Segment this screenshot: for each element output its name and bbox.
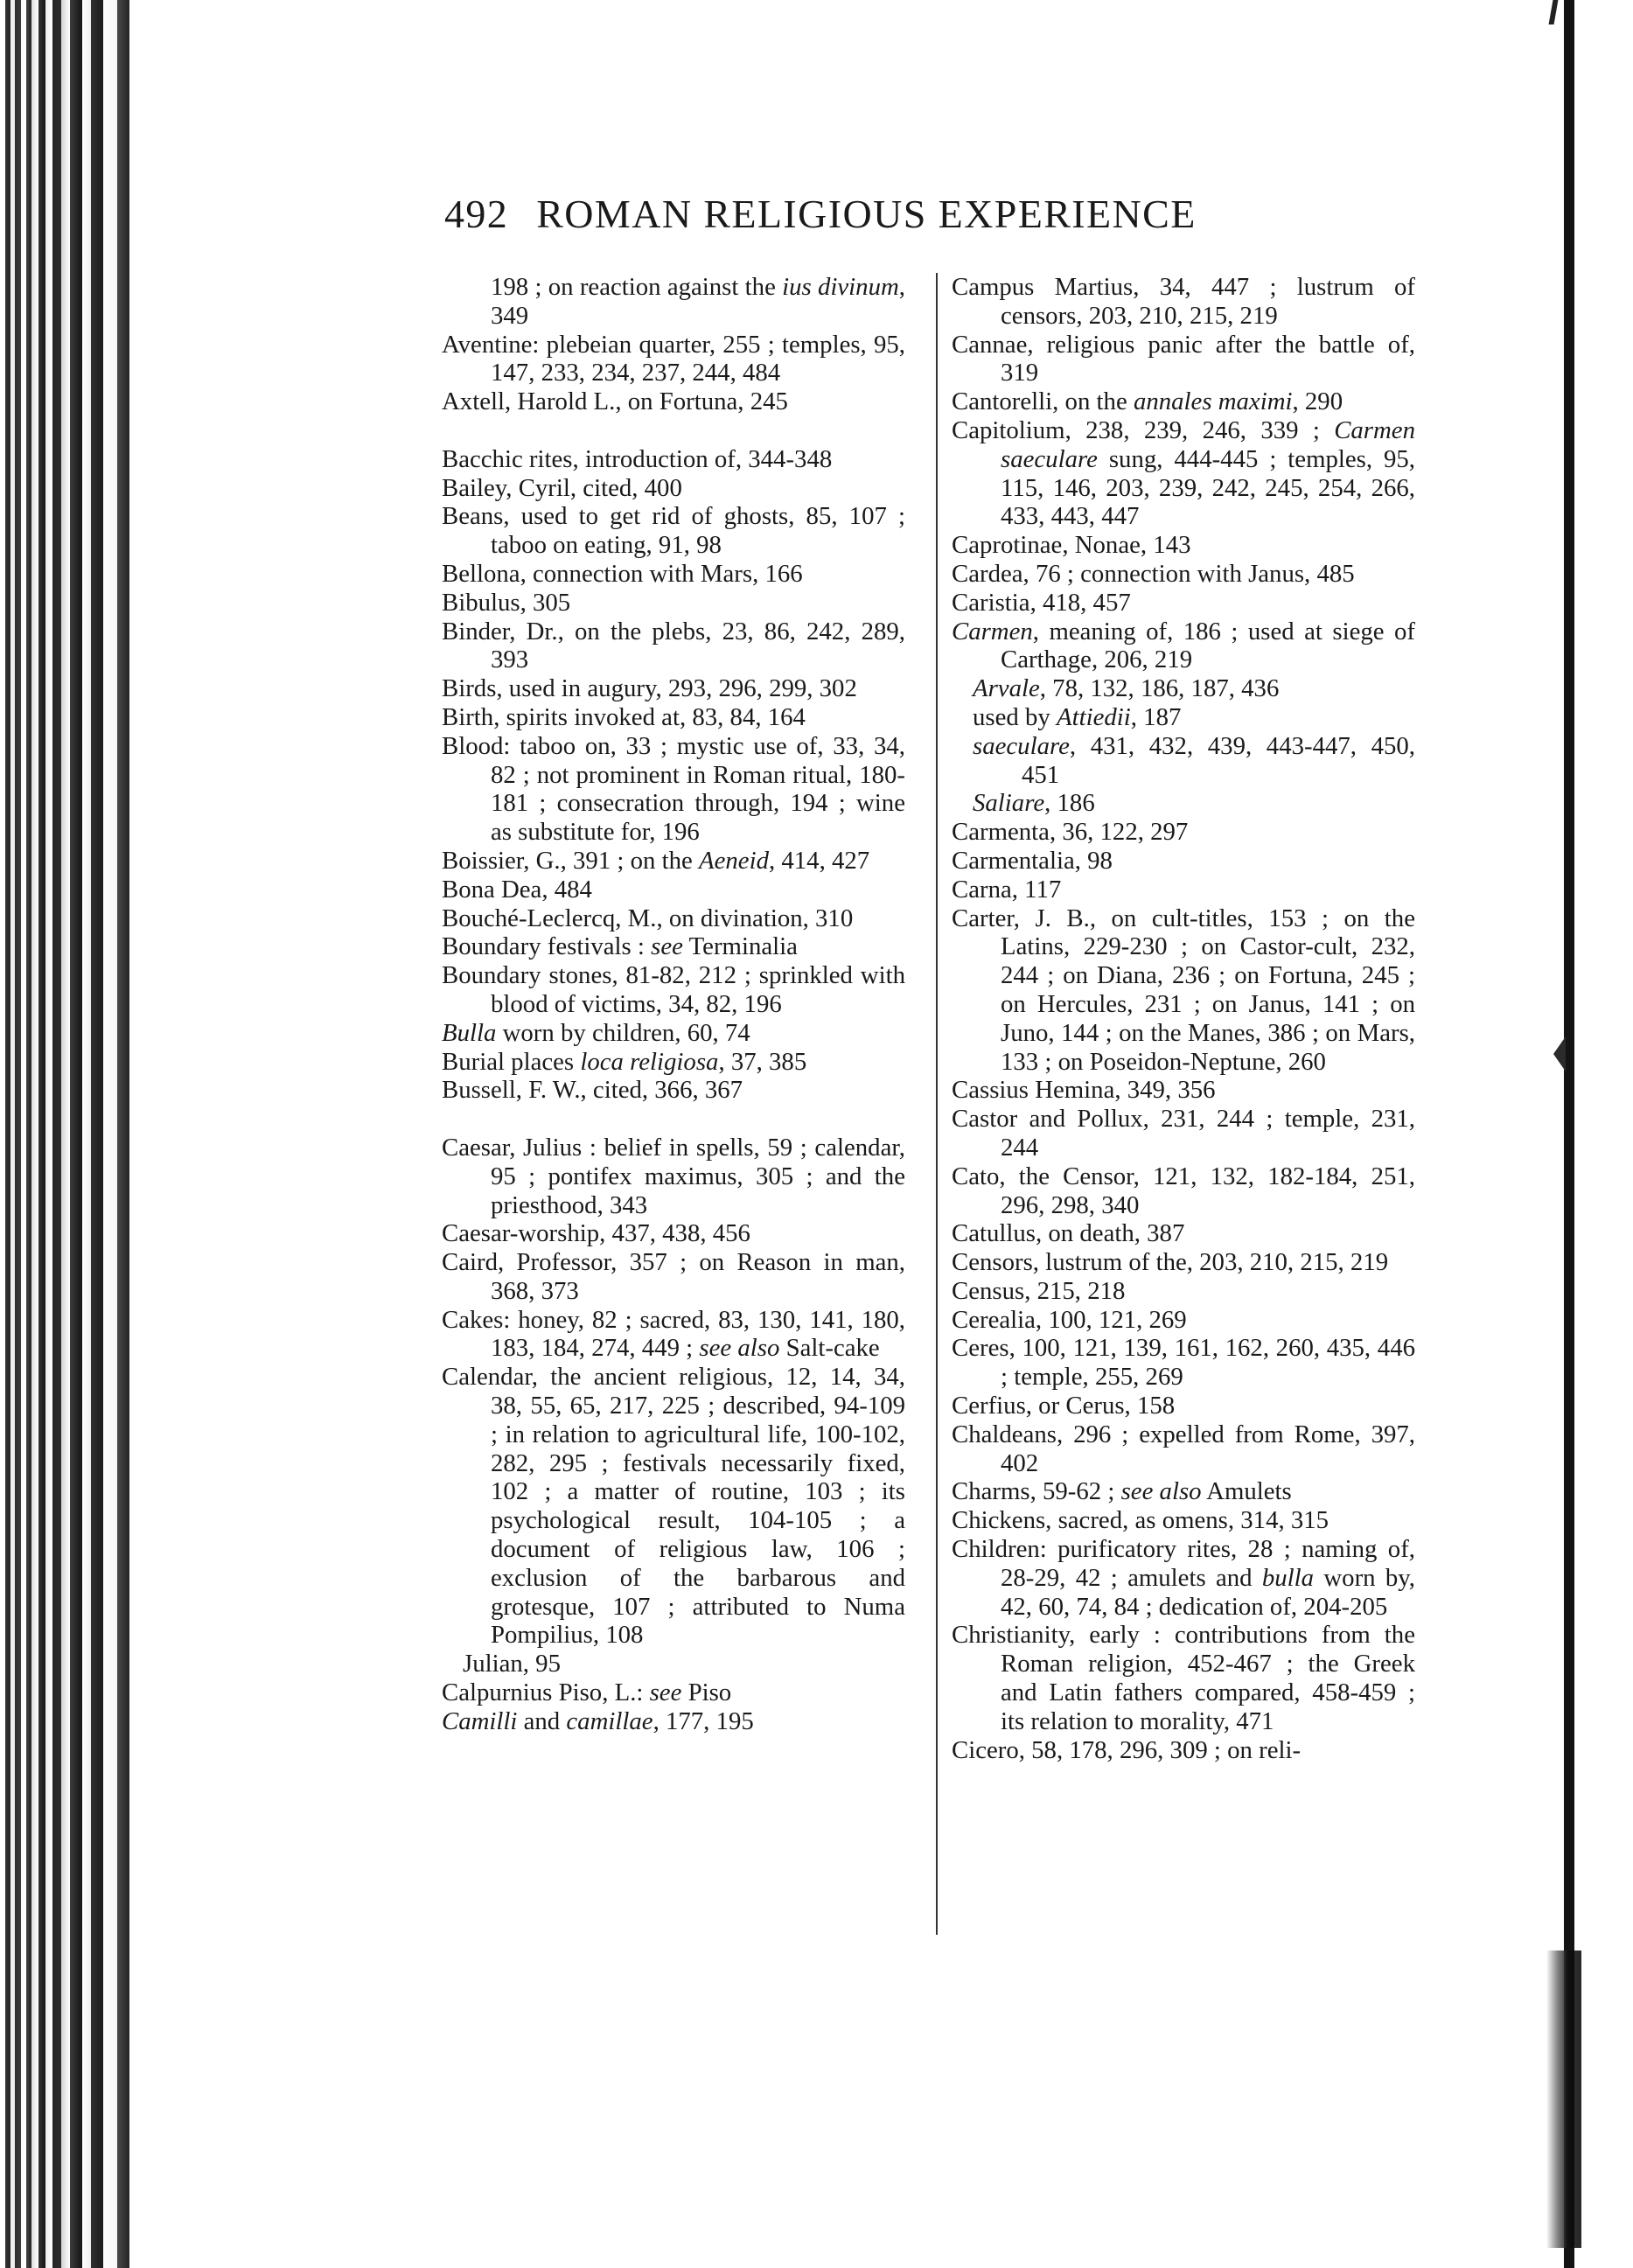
- index-entry: [952, 1219, 1415, 1248]
- index-text: Cerealia, 100, 121, 269: [952, 1305, 1187, 1334]
- index-text: Calendar, the ancient religious, 12, 14, 34, 38, 55, 65, 217, 225 ; described, 94-109 ; in relation to agricultural life, 100-102, 282, 295 ; festivals necessarily fixed, 102 ; a matter of routine, 103 ; its psychological result, 104-105 ; a document of religious law, 106 ; exclusion of the barbarous and grotesque, 107 ; attributed to Numa Pompilius, 108: [442, 1363, 905, 1650]
- index-subentry: [952, 674, 1415, 703]
- index-text: sung, 444-445 ; temples, 95, 115, 146, 203, 239, 242, 245, 254, 266, 433, 443, 447: [1001, 444, 1415, 531]
- index-text: Bouché-Leclercq, M., on divination, 310: [442, 904, 854, 932]
- index-text: Bibulus, 305: [442, 588, 571, 617]
- index-text: Chickens, sacred, as omens, 314, 315: [952, 1506, 1329, 1535]
- index-text: Attiedii: [1056, 702, 1131, 731]
- index-entry: [952, 1105, 1415, 1162]
- index-letter-gap: [442, 416, 905, 445]
- index-text: and: [517, 1706, 567, 1735]
- index-entry: [952, 531, 1415, 560]
- index-text: , 187: [1130, 702, 1182, 731]
- index-text: 198 ; on reaction against the: [491, 273, 783, 301]
- index-text: worn by, 42, 60, 74, 84 ; dedication of, 204-205: [1001, 1563, 1415, 1621]
- index-text: Blood: taboo on, 33 ; mystic use of, 33, 34, 82 ; not prominent in Roman ritual, 180-181 ; consecration through, 194 ; wine as substitute for, 196: [442, 731, 905, 847]
- index-text: Bailey, Cyril, cited, 400: [442, 473, 682, 502]
- index-text: Caprotinae, Nonae, 143: [952, 531, 1191, 560]
- index-text: Caesar-worship, 437, 438, 456: [442, 1219, 750, 1248]
- index-entry: [952, 1306, 1415, 1335]
- index-text: Carter, J. B., on cult-titles, 153 ; on the Latins, 229-230 ; on Castor-cult, 232, 244 ; on Diana, 236 ; on Fortuna, 245 ; on Hercules, 231 ; on Janus, 141 ; on Juno, 144 ; on the Manes, 386 ; on Mars, 133 ; on Poseidon-Neptune, 260: [952, 904, 1415, 1076]
- index-text: , 177, 195: [653, 1706, 754, 1735]
- index-text: see: [649, 1678, 682, 1707]
- index-text: Carmenta, 36, 122, 297: [952, 818, 1189, 847]
- index-text: Binder, Dr., on the plebs, 23, 86, 242, 289, 393: [442, 617, 905, 674]
- index-text: Censors, lustrum of the, 203, 210, 215, 219: [952, 1248, 1389, 1277]
- index-entry: [952, 1392, 1415, 1420]
- index-text: Children: purificatory rites, 28 ; naming of, 28-29, 42 ; amulets and: [952, 1535, 1415, 1592]
- index-entry: [442, 502, 905, 560]
- index-text: Aeneid: [699, 846, 769, 875]
- index-entry: [442, 674, 905, 703]
- index-text: Aventine: plebeian quarter, 255 ; temples, 95, 147, 233, 234, 237, 244, 484: [442, 330, 905, 387]
- index-text: Cannae, religious panic after the battle of, 319: [952, 330, 1415, 387]
- index-text: Caristia, 418, 457: [952, 588, 1131, 617]
- index-text: Birds, used in augury, 293, 296, 299, 302: [442, 674, 857, 703]
- index-entry: [442, 1678, 905, 1707]
- index-text: Piso: [681, 1678, 732, 1707]
- index-text: Cato, the Censor, 121, 132, 182-184, 251, 296, 298, 340: [952, 1162, 1415, 1219]
- index-text: , 37, 385: [718, 1047, 807, 1076]
- index-subentry: [952, 732, 1415, 790]
- index-text: Axtell, Harold L., on Fortuna, 245: [442, 387, 788, 416]
- index-letter-gap: [442, 1105, 905, 1134]
- index-text: saeculare: [973, 731, 1070, 760]
- page-edge-notch: [1553, 1036, 1566, 1071]
- index-entry: [442, 618, 905, 675]
- index-text: Capitolium, 238, 239, 246, 339 ;: [952, 415, 1335, 444]
- page-number: 492: [444, 192, 509, 236]
- index-text: Bacchic rites, introduction of, 344-348: [442, 444, 833, 473]
- index-text: Cassius Hemina, 349, 356: [952, 1076, 1216, 1105]
- index-text: Cakes: honey, 82 ; sacred, 83, 130, 141, 180, 183, 184, 274, 449 ;: [442, 1305, 905, 1363]
- index-entry: [442, 474, 905, 503]
- index-entry: [952, 560, 1415, 589]
- index-entry: [952, 1334, 1415, 1392]
- index-entry: [952, 1076, 1415, 1105]
- index-text: Burial places: [442, 1047, 581, 1076]
- index-text: , 431, 432, 439, 443-447, 450, 451: [1022, 731, 1415, 789]
- index-entry: [442, 1219, 905, 1248]
- index-text: Chaldeans, 296 ; expelled from Rome, 397, 402: [952, 1420, 1415, 1477]
- index-entry: [952, 416, 1415, 531]
- index-text: Terminalia: [682, 932, 798, 961]
- index-text: Salt-cake: [779, 1334, 880, 1363]
- index-text: , 186: [1044, 789, 1095, 818]
- index-text: Catullus, on death, 387: [952, 1219, 1185, 1248]
- index-column-right: [952, 273, 1415, 1764]
- index-text: Amulets: [1201, 1477, 1292, 1506]
- index-text: Boundary festivals :: [442, 932, 652, 961]
- index-entry: [952, 818, 1415, 847]
- index-entry: [952, 1162, 1415, 1220]
- index-text: Birth, spirits invoked at, 83, 84, 164: [442, 702, 806, 731]
- index-entry: [952, 618, 1415, 675]
- index-entry: [442, 703, 905, 732]
- index-text: Boissier, G., 391 ; on the: [442, 846, 700, 875]
- index-entry: [442, 1019, 905, 1048]
- index-entry: [952, 1621, 1415, 1735]
- index-entry: [442, 1076, 905, 1105]
- index-entry: [442, 1248, 905, 1306]
- index-text: Bellona, connection with Mars, 166: [442, 559, 803, 588]
- index-text: Carmentalia, 98: [952, 846, 1113, 875]
- index-entry: [442, 1306, 905, 1364]
- index-text: see: [651, 932, 683, 961]
- index-text: annales maximi: [1133, 387, 1293, 416]
- index-subentry: [442, 1650, 905, 1678]
- index-text: see also: [699, 1334, 780, 1363]
- index-entry: [442, 847, 905, 876]
- index-entry: [952, 589, 1415, 618]
- index-text: , meaning of, 186 ; used at siege of Carthage, 206, 219: [1001, 617, 1415, 674]
- index-text: , 78, 132, 186, 187, 436: [1039, 674, 1280, 703]
- index-text: see also: [1120, 1477, 1202, 1506]
- index-entry: [952, 273, 1415, 331]
- index-column-left: [442, 273, 905, 1736]
- index-text: Beans, used to get rid of ghosts, 85, 107 ; taboo on eating, 91, 98: [442, 502, 905, 560]
- index-text: , 414, 427: [768, 846, 870, 875]
- page-edge-shadow: [1546, 1950, 1581, 2248]
- index-text: Saliare: [973, 789, 1045, 818]
- index-text: Camilli: [442, 1706, 518, 1735]
- index-entry: [952, 331, 1415, 388]
- index-entry: [442, 445, 905, 474]
- index-subentry: [952, 789, 1415, 818]
- index-entry: [952, 1277, 1415, 1306]
- index-text: , 349: [491, 273, 905, 330]
- index-text: worn by children, 60, 74: [496, 1018, 750, 1047]
- index-text: used by: [973, 702, 1057, 731]
- index-entry: [952, 904, 1415, 1077]
- index-entry: [442, 904, 905, 933]
- index-text: Julian, 95: [463, 1650, 561, 1678]
- index-entry: [952, 847, 1415, 876]
- index-entry: [952, 1506, 1415, 1535]
- index-text: ius divinum: [782, 273, 899, 301]
- index-text: Caesar, Julius : belief in spells, 59 ; calendar, 95 ; pontifex maximus, 305 ; and the priesthood, 343: [442, 1133, 905, 1219]
- index-text: Caird, Professor, 357 ; on Reason in man, 368, 373: [442, 1248, 905, 1305]
- running-header: [444, 191, 1319, 243]
- index-text: Carna, 117: [952, 875, 1062, 904]
- index-text: Campus Martius, 34, 447 ; lustrum of censors, 203, 210, 215, 219: [952, 273, 1415, 330]
- index-entry: [952, 1535, 1415, 1621]
- index-text: Arvale: [973, 674, 1040, 703]
- index-text: , 290: [1292, 387, 1343, 416]
- index-entry: [952, 1248, 1415, 1277]
- page-edge-tick: [1549, 0, 1559, 24]
- index-entry: [442, 961, 905, 1019]
- index-entry: [952, 1736, 1415, 1765]
- index-entry: [442, 732, 905, 847]
- index-text: Carmen saeculare: [1001, 415, 1415, 473]
- page-edge-right: [1564, 0, 1574, 2268]
- index-text: Cardea, 76 ; connection with Janus, 485: [952, 559, 1355, 588]
- index-entry: [442, 387, 905, 416]
- index-entry: [442, 560, 905, 589]
- index-entry: [442, 331, 905, 388]
- index-text: loca religiosa: [580, 1047, 719, 1076]
- index-entry: [442, 589, 905, 618]
- index-text: Ceres, 100, 121, 139, 161, 162, 260, 435, 446 ; temple, 255, 269: [952, 1334, 1415, 1392]
- index-text: Christianity, early : contributions from the Roman religion, 452-467 ; the Greek and Latin fathers compared, 458-459 ; its relation to morality, 471: [952, 1621, 1415, 1735]
- index-text: Bona Dea, 484: [442, 875, 592, 904]
- index-text: Bussell, F. W., cited, 366, 367: [442, 1076, 743, 1105]
- index-entry: [952, 1477, 1415, 1506]
- index-text: Bulla: [442, 1018, 497, 1047]
- book-spine-shadow: [0, 0, 166, 2268]
- index-text: Carmen: [952, 617, 1033, 646]
- index-text: Castor and Pollux, 231, 244 ; temple, 231, 244: [952, 1105, 1415, 1162]
- index-entry: [442, 932, 905, 961]
- index-entry: [442, 1134, 905, 1219]
- index-text: camillae: [566, 1706, 653, 1735]
- index-entry: [442, 273, 905, 331]
- index-text: bulla: [1261, 1563, 1315, 1592]
- index-text: Census, 215, 218: [952, 1276, 1126, 1305]
- index-entry: [952, 876, 1415, 904]
- index-text: Cerfius, or Cerus, 158: [952, 1392, 1176, 1420]
- index-entry: [442, 876, 905, 904]
- running-title: ROMAN RELIGIOUS EXPERIENCE: [536, 192, 1197, 236]
- index-text: Calpurnius Piso, L.:: [442, 1678, 650, 1707]
- index-entry: [952, 387, 1415, 416]
- index-entry: [952, 1420, 1415, 1478]
- index-text: Charms, 59-62 ;: [952, 1477, 1121, 1506]
- index-text: Cantorelli, on the: [952, 387, 1134, 416]
- index-entry: [442, 1048, 905, 1077]
- index-entry: [442, 1707, 905, 1736]
- index-text: Cicero, 58, 178, 296, 309 ; on reli-: [952, 1735, 1302, 1764]
- index-entry: [442, 1363, 905, 1650]
- index-text: Boundary stones, 81-82, 212 ; sprinkled with blood of victims, 34, 82, 196: [442, 961, 905, 1018]
- column-divider: [936, 273, 938, 1935]
- index-subentry: [952, 703, 1415, 732]
